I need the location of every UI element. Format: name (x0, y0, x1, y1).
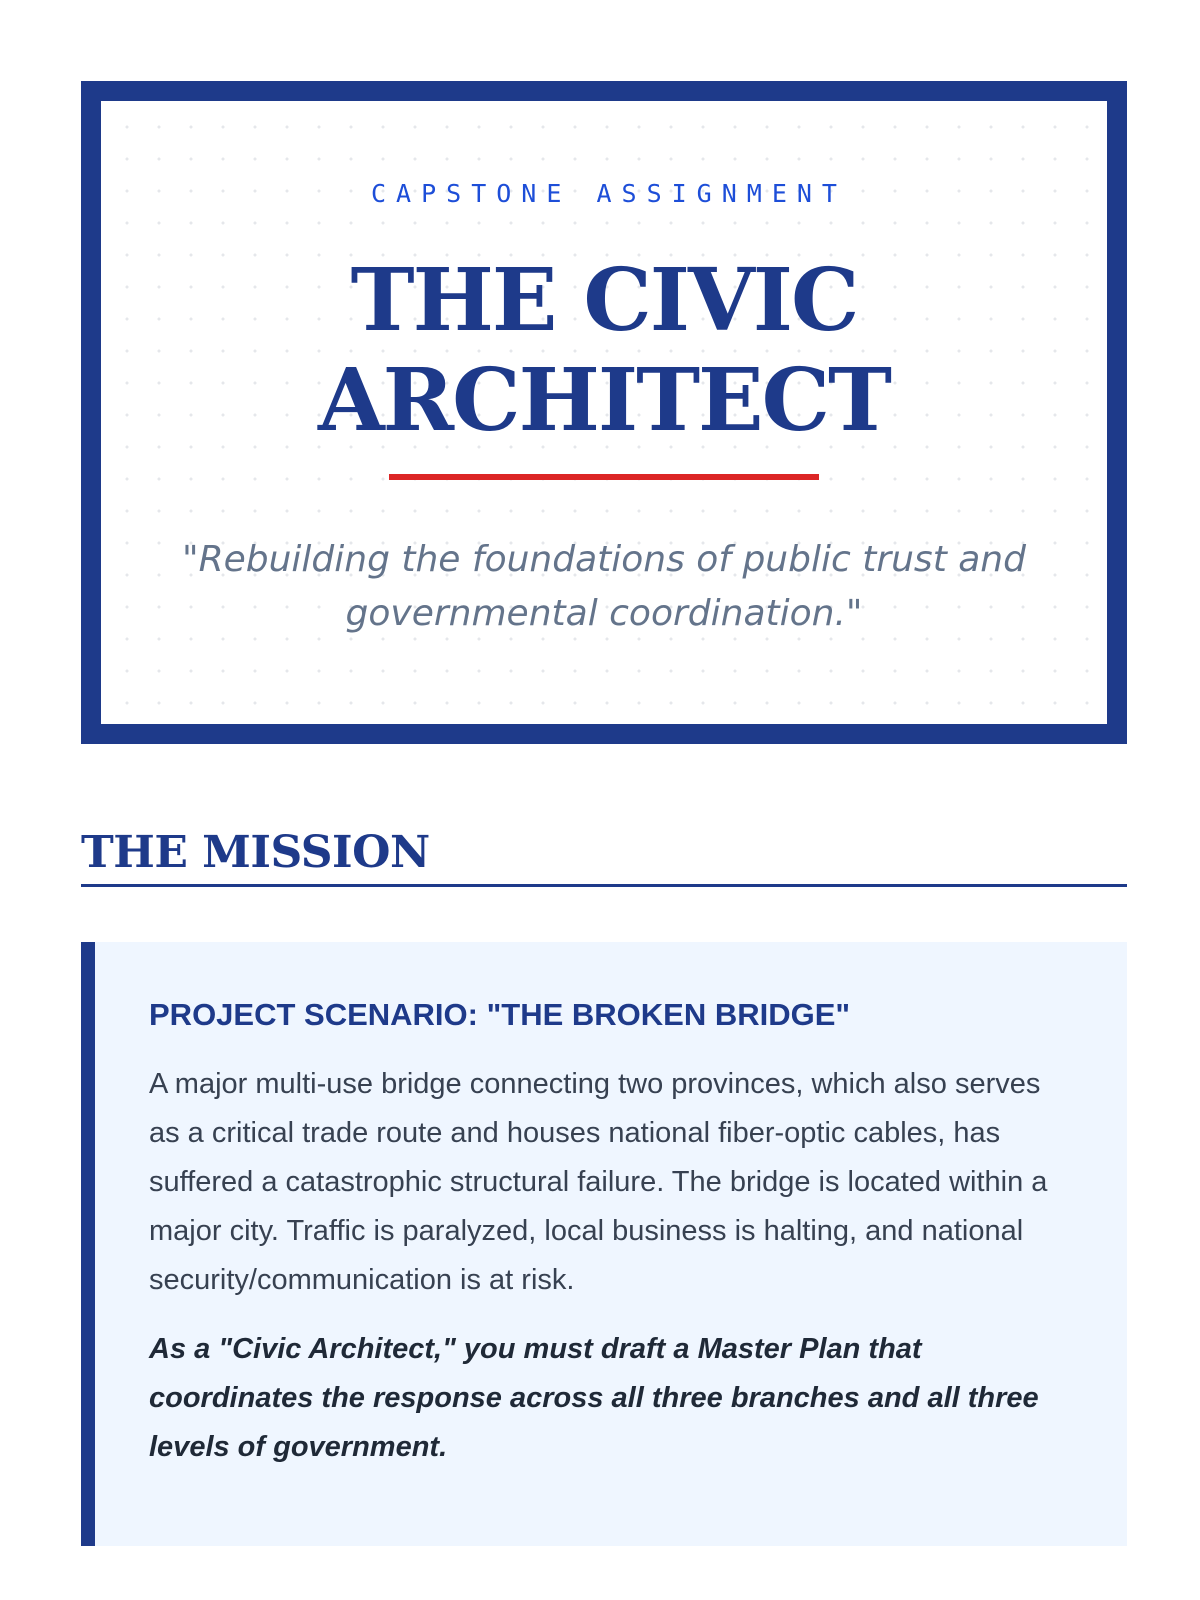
title-card (81, 81, 1127, 744)
page (81, 81, 1127, 1463)
scenario-description: A major multi-use bridge connecting two provinces, which also serves as a critical trade route and houses national fiber-optic cables, has suffered a catastrophic structural failure. The bridge is located within a major city. Traffic is paralyzed, local business is halting, and national security/communication is at risk. (149, 1068, 1048, 1296)
scenario-card (81, 942, 1127, 1546)
assignment-label: CAPSTONE ASSIGNMENT (371, 179, 847, 208)
title-line-1: THE CIVIC (350, 250, 858, 351)
mission-section-header (81, 824, 1127, 887)
mission-heading: THE MISSION (81, 827, 430, 878)
page-title (101, 251, 1107, 451)
tagline-quote: "Rebuilding the foundations of public trust and governmental coordination." (182, 539, 1026, 634)
scenario-title: PROJECT SCENARIO: "THE BROKEN BRIDGE" (149, 997, 851, 1032)
task-statement: As a "Civic Architect," you must draft a Master Plan that coordinates the response across all three branches and all three levels of government. (149, 1333, 1039, 1463)
title-line-2: ARCHITECT (317, 350, 891, 451)
title-divider (389, 474, 819, 480)
